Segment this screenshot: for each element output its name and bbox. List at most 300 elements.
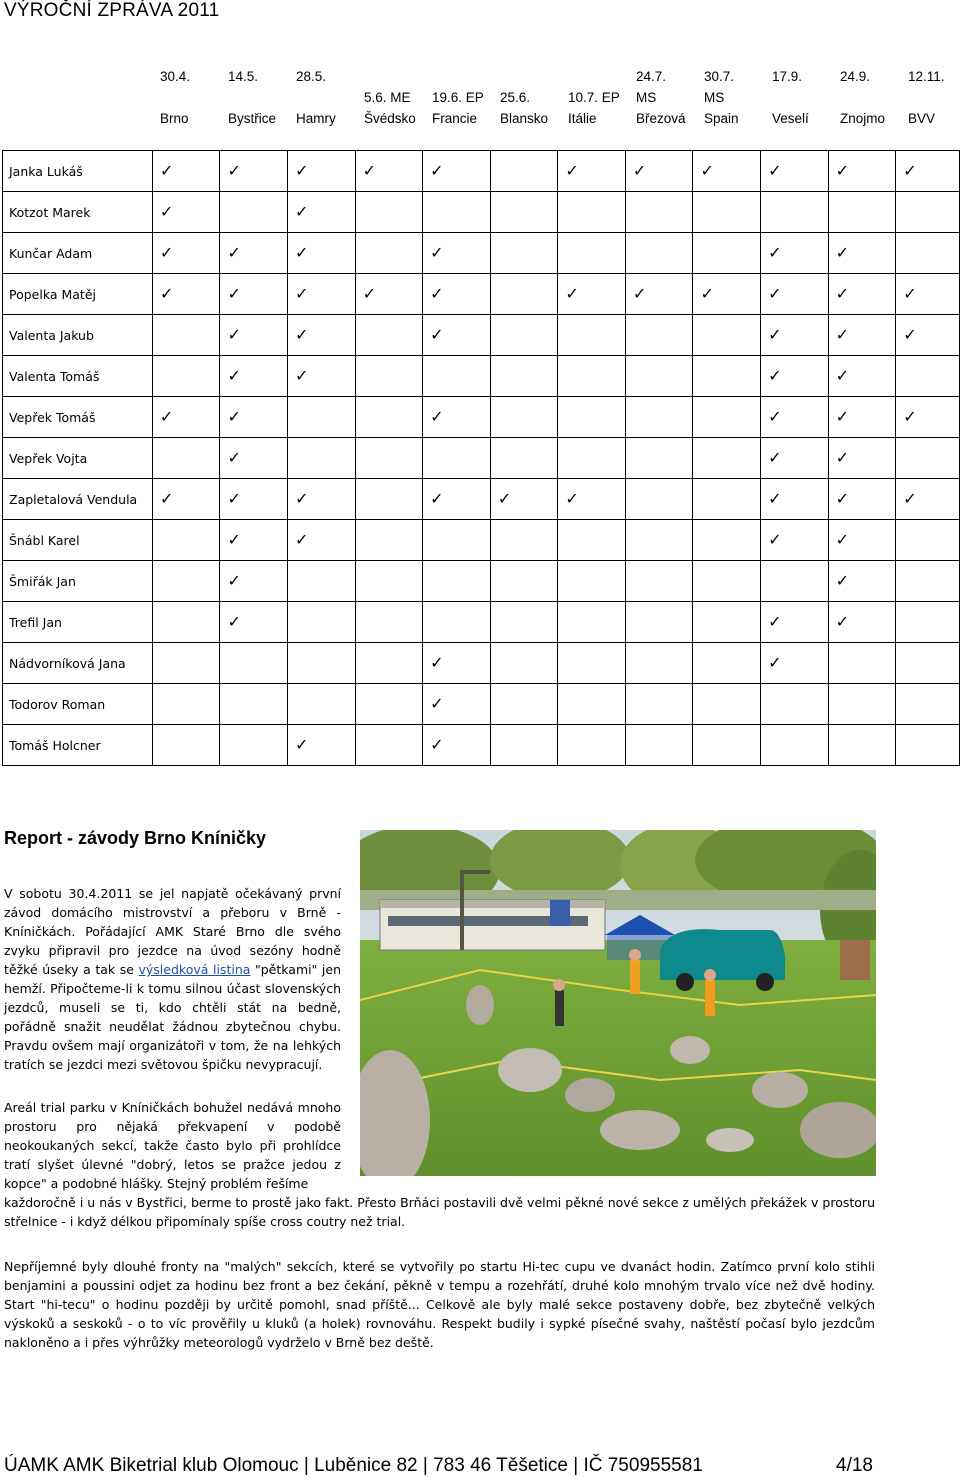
attendance-cell — [558, 602, 626, 643]
table-row — [3, 561, 960, 602]
attendance-cell — [152, 315, 220, 356]
attendance-cell — [625, 397, 693, 438]
check-icon: ✓ — [430, 696, 444, 713]
attendance-cell — [288, 725, 356, 766]
race-header-line — [296, 87, 336, 108]
race-header-line: Veselí — [772, 111, 809, 126]
check-icon: ✓ — [768, 163, 782, 180]
race-header-line: 24.9. — [840, 69, 871, 84]
attendance-cell — [625, 602, 693, 643]
attendance-cell — [558, 438, 626, 479]
attendance-cell — [423, 479, 491, 520]
attendance-cell — [558, 397, 626, 438]
check-icon: ✓ — [159, 163, 174, 180]
race-header-line: 14.5. — [228, 69, 259, 84]
attendance-cell — [152, 397, 220, 438]
attendance-cell — [423, 356, 491, 397]
attendance-cell — [828, 520, 896, 561]
attendance-cell — [896, 192, 960, 233]
attendance-cell — [288, 643, 356, 684]
attendance-cell — [896, 643, 960, 684]
race-header-line: MS — [636, 90, 657, 105]
attendance-cell — [423, 725, 491, 766]
attendance-cell — [693, 315, 761, 356]
footer-organization: ÚAMK AMK Biketrial klub Olomouc | Luběnice 82 | 783 46 Těšetice | IČ 750955581 — [4, 1455, 703, 1476]
attendance-cell — [152, 725, 220, 766]
check-icon: ✓ — [227, 532, 241, 549]
attendance-cell — [423, 643, 491, 684]
table-row — [3, 479, 960, 520]
attendance-cell — [288, 315, 356, 356]
attendance-cell — [693, 356, 761, 397]
attendance-cell — [490, 520, 558, 561]
check-icon: ✓ — [768, 409, 782, 426]
attendance-cell — [693, 643, 761, 684]
rider-name: Kotzot Marek — [3, 192, 153, 233]
footer-page-number: 4/18 — [836, 1455, 873, 1476]
attendance-cell — [625, 438, 693, 479]
report-title: Report - závody Brno Kníničky — [4, 828, 267, 848]
attendance-cell — [896, 725, 960, 766]
attendance-cell — [761, 397, 829, 438]
attendance-cell — [220, 725, 288, 766]
attendance-cell — [220, 643, 288, 684]
race-header-line — [840, 87, 885, 108]
attendance-cell — [152, 561, 220, 602]
check-icon: ✓ — [565, 163, 579, 180]
rider-name: Todorov Roman — [3, 684, 153, 725]
attendance-cell — [490, 151, 558, 192]
rider-name: Šnábl Karel — [3, 520, 153, 561]
check-icon: ✓ — [430, 737, 444, 754]
check-icon: ✓ — [835, 368, 850, 385]
attendance-cell — [761, 315, 829, 356]
check-icon: ✓ — [430, 327, 444, 344]
attendance-cell — [490, 479, 558, 520]
race-header-line — [364, 66, 416, 87]
attendance-cell — [490, 561, 558, 602]
check-icon: ✓ — [768, 614, 782, 631]
attendance-cell — [625, 233, 693, 274]
check-icon: ✓ — [295, 327, 309, 344]
attendance-cell — [423, 520, 491, 561]
attendance-cell — [288, 520, 356, 561]
attendance-cell — [152, 151, 220, 192]
report-paragraph-1 — [4, 884, 341, 1074]
check-icon: ✓ — [768, 286, 782, 303]
attendance-cell — [490, 233, 558, 274]
race-header-line: Znojmo — [840, 111, 886, 126]
attendance-cell — [220, 233, 288, 274]
table-row — [3, 520, 960, 561]
attendance-cell — [625, 725, 693, 766]
check-icon: ✓ — [295, 163, 309, 180]
attendance-cell — [828, 725, 896, 766]
check-icon: ✓ — [565, 286, 579, 303]
check-icon: ✓ — [768, 245, 782, 262]
attendance-cell — [828, 684, 896, 725]
attendance-cell — [896, 315, 960, 356]
check-icon: ✓ — [295, 737, 309, 754]
table-row — [3, 438, 960, 479]
race-header-line: MS — [704, 90, 725, 105]
attendance-cell — [828, 356, 896, 397]
check-icon: ✓ — [835, 491, 850, 508]
attendance-cell — [152, 602, 220, 643]
attendance-cell — [761, 520, 829, 561]
check-icon: ✓ — [835, 409, 850, 426]
attendance-cell — [288, 561, 356, 602]
attendance-cell — [693, 561, 761, 602]
attendance-cell — [490, 356, 558, 397]
attendance-cell — [625, 684, 693, 725]
attendance-cell — [220, 315, 288, 356]
attendance-cell — [288, 192, 356, 233]
table-row — [3, 397, 960, 438]
check-icon: ✓ — [430, 163, 444, 180]
rider-name: Zapletalová Vendula — [3, 479, 153, 520]
race-header-line: Spain — [704, 111, 739, 126]
attendance-cell — [355, 356, 423, 397]
attendance-cell — [355, 520, 423, 561]
attendance-cell — [355, 643, 423, 684]
attendance-cell — [896, 602, 960, 643]
table-row — [3, 725, 960, 766]
attendance-cell — [693, 233, 761, 274]
race-header-line — [160, 87, 190, 108]
report-paragraph-1-text-a: V sobotu 30.4.2011 se jel napjatě očekávaný první závod domácího mistrovství a přeboru v Brně - Kníničkách. Pořádající AMK Staré Brno dle svého zvyku připravil pro jezdce na úvod sezóny hodně těžké úseky a tak se — [4, 886, 341, 977]
check-icon: ✓ — [159, 409, 174, 426]
attendance-cell — [828, 233, 896, 274]
attendance-cell — [558, 561, 626, 602]
attendance-cell — [625, 151, 693, 192]
check-icon: ✓ — [768, 655, 782, 672]
attendance-cell — [896, 356, 960, 397]
race-header-line — [908, 87, 945, 108]
attendance-cell — [761, 479, 829, 520]
check-icon: ✓ — [227, 614, 241, 631]
attendance-cell — [625, 520, 693, 561]
check-icon: ✓ — [700, 286, 714, 303]
race-header-8 — [704, 66, 739, 129]
attendance-cell — [355, 397, 423, 438]
attendance-cell — [490, 397, 558, 438]
attendance-cell — [761, 684, 829, 725]
attendance-cell — [693, 192, 761, 233]
table-row — [3, 315, 960, 356]
rider-name: Nádvorníková Jana — [3, 643, 153, 684]
race-header-1 — [228, 66, 276, 129]
attendance-cell — [152, 520, 220, 561]
attendance-cell — [896, 520, 960, 561]
attendance-cell — [220, 520, 288, 561]
check-icon: ✓ — [903, 491, 917, 508]
attendance-cell — [423, 315, 491, 356]
attendance-cell — [761, 151, 829, 192]
check-icon: ✓ — [768, 532, 782, 549]
attendance-cell — [558, 520, 626, 561]
attendance-cell — [490, 725, 558, 766]
check-icon: ✓ — [227, 163, 241, 180]
attendance-cell — [558, 233, 626, 274]
check-icon: ✓ — [835, 286, 850, 303]
attendance-cell — [828, 438, 896, 479]
check-icon: ✓ — [227, 491, 241, 508]
check-icon: ✓ — [903, 409, 917, 426]
check-icon: ✓ — [632, 286, 647, 303]
attendance-cell — [490, 315, 558, 356]
attendance-cell — [490, 274, 558, 315]
check-icon: ✓ — [497, 491, 512, 508]
race-header-line: 30.7. — [704, 69, 735, 84]
attendance-cell — [761, 438, 829, 479]
report-paragraph-1-text-b: "pětkami" jen hemží. Připočteme-li k tomu silnou účast slovenských jezdců, museli se ti, kdo chtěli stát na bedně, pořádně snažit neudělat žádnou zbytečnou chybu. Pravdu ovšem mají organizátoři v tom, že na lehkých tratích se jezdci mezi světovou špičku nevypracují. — [4, 962, 341, 1072]
attendance-cell — [220, 192, 288, 233]
race-header-5 — [500, 66, 548, 129]
attendance-cell — [355, 602, 423, 643]
race-header-line: Blansko — [500, 111, 549, 126]
check-icon: ✓ — [835, 532, 850, 549]
attendance-cell — [288, 397, 356, 438]
attendance-cell — [152, 479, 220, 520]
report-paragraph-3: Nepříjemné byly dlouhé fronty na "malých" sekcích, které se vytvořily po startu Hi-tec cupu ve dvanáct hodin. Zatímco první kolo stihli benjamini a poussini odjet za hodinu bez front a bez čekání, pěkně v tempu a rozehřátí, druhé kolo mnohým trvalo více než dvě hodiny. Start "hi-tecu" o hodinu později by určitě pomohl, snad příště... Celkově ale byly malé sekce postaveny dobře, bez zbytečně velkých výskoků a seskoků - o to víc prověřily u kluků (a holek) rovnováhu. Respekt budily i sypké písečné svahy, naštěstí počasí bylo jezdcům nakloněno a i přes výhrůžky meteorologů vydrželo v Brně bez deště. — [4, 1259, 875, 1350]
attendance-cell — [490, 602, 558, 643]
attendance-cell — [152, 192, 220, 233]
check-icon: ✓ — [430, 655, 444, 672]
attendance-cell — [423, 274, 491, 315]
check-icon: ✓ — [159, 245, 174, 262]
attendance-cell — [625, 274, 693, 315]
attendance-cell — [693, 397, 761, 438]
race-header-line — [772, 87, 809, 108]
check-icon: ✓ — [295, 286, 309, 303]
check-icon: ✓ — [700, 163, 714, 180]
check-icon: ✓ — [295, 204, 309, 221]
attendance-cell — [288, 479, 356, 520]
race-header-line: BVV — [908, 111, 936, 126]
race-header-7 — [636, 66, 686, 129]
race-header-line: 12.11. — [908, 69, 945, 84]
check-icon: ✓ — [632, 163, 647, 180]
attendance-cell — [896, 151, 960, 192]
check-icon: ✓ — [227, 450, 241, 467]
attendance-cell — [761, 192, 829, 233]
check-icon: ✓ — [430, 409, 444, 426]
check-icon: ✓ — [835, 450, 850, 467]
attendance-cell — [220, 438, 288, 479]
page-header-title: VÝROČNÍ ZPRÁVA 2011 — [4, 0, 220, 21]
attendance-cell — [625, 643, 693, 684]
check-icon: ✓ — [227, 368, 241, 385]
race-header-line: Brno — [160, 111, 189, 126]
attendance-cell — [896, 438, 960, 479]
attendance-cell — [558, 479, 626, 520]
attendance-cell — [828, 602, 896, 643]
attendance-cell — [288, 684, 356, 725]
attendance-cell — [490, 438, 558, 479]
check-icon: ✓ — [768, 368, 782, 385]
attendance-cell — [355, 479, 423, 520]
check-icon: ✓ — [159, 491, 174, 508]
attendance-cell — [152, 438, 220, 479]
attendance-cell — [828, 192, 896, 233]
results-link[interactable]: výsledková listina — [138, 962, 251, 977]
attendance-cell — [625, 315, 693, 356]
table-row — [3, 274, 960, 315]
attendance-cell — [288, 233, 356, 274]
attendance-cell — [828, 561, 896, 602]
attendance-cell — [558, 315, 626, 356]
attendance-cell — [693, 479, 761, 520]
race-header-line: 28.5. — [296, 69, 327, 84]
attendance-cell — [355, 233, 423, 274]
attendance-cell — [761, 725, 829, 766]
table-row — [3, 602, 960, 643]
attendance-cell — [423, 684, 491, 725]
check-icon: ✓ — [227, 327, 241, 344]
race-header-line: Bystřice — [228, 111, 277, 126]
attendance-cell — [490, 192, 558, 233]
attendance-cell — [828, 274, 896, 315]
rider-name: Šmiřák Jan — [3, 561, 153, 602]
table-row — [3, 684, 960, 725]
attendance-cell — [423, 438, 491, 479]
table-row — [3, 233, 960, 274]
attendance-cell — [152, 643, 220, 684]
check-icon: ✓ — [768, 491, 782, 508]
attendance-cell — [355, 151, 423, 192]
race-header-line — [432, 66, 484, 87]
race-header-9 — [772, 66, 809, 129]
race-header-3 — [364, 66, 416, 129]
attendance-cell — [423, 151, 491, 192]
race-header-10 — [840, 66, 885, 129]
attendance-cell — [220, 151, 288, 192]
attendance-cell — [693, 438, 761, 479]
attendance-cell — [558, 725, 626, 766]
race-header-line: 17.9. — [772, 69, 803, 84]
attendance-cell — [693, 684, 761, 725]
attendance-cell — [490, 643, 558, 684]
attendance-cell — [828, 397, 896, 438]
check-icon: ✓ — [227, 409, 241, 426]
check-icon: ✓ — [768, 450, 782, 467]
race-header-line: 19.6. EP — [432, 90, 484, 105]
attendance-cell — [355, 438, 423, 479]
attendance-cell — [152, 233, 220, 274]
attendance-cell — [152, 684, 220, 725]
check-icon: ✓ — [768, 327, 782, 344]
attendance-cell — [896, 561, 960, 602]
attendance-cell — [288, 438, 356, 479]
check-icon: ✓ — [295, 368, 309, 385]
attendance-cell — [220, 602, 288, 643]
race-header-2 — [296, 66, 336, 129]
attendance-cell — [490, 684, 558, 725]
race-header-line: 30.4. — [160, 69, 191, 84]
attendance-cell — [693, 151, 761, 192]
race-header-0 — [160, 66, 190, 129]
race-header-line: Švédsko — [364, 111, 416, 126]
rider-name: Trefil Jan — [3, 602, 153, 643]
attendance-cell — [693, 725, 761, 766]
attendance-cell — [355, 315, 423, 356]
table-row — [3, 151, 960, 192]
attendance-cell — [423, 192, 491, 233]
attendance-cell — [761, 274, 829, 315]
attendance-cell — [558, 151, 626, 192]
check-icon: ✓ — [835, 573, 850, 590]
check-icon: ✓ — [227, 245, 241, 262]
attendance-table — [2, 150, 960, 766]
table-row — [3, 356, 960, 397]
race-header-6 — [568, 66, 620, 129]
attendance-cell — [355, 274, 423, 315]
attendance-cell — [220, 684, 288, 725]
check-icon: ✓ — [903, 163, 917, 180]
check-icon: ✓ — [362, 286, 376, 303]
race-header-line: 24.7. — [636, 69, 667, 84]
check-icon: ✓ — [159, 204, 174, 221]
rider-name: Valenta Jakub — [3, 315, 153, 356]
race-header-line: Hamry — [296, 111, 336, 126]
check-icon: ✓ — [227, 573, 241, 590]
race-header-4 — [432, 66, 484, 129]
attendance-cell — [288, 356, 356, 397]
attendance-cell — [558, 684, 626, 725]
report-paragraph-2a: Areál trial parku v Kníničkách bohužel nedává mnoho prostoru pro nějaká překvapení v podobě neokoukaných sekcí, takže často bylo při prohlídce tratí slyšet úlevné "dobrý, letos se pražce jedou z kopce" a podobné hlášky. Stejný problém řešíme — [4, 1100, 341, 1191]
attendance-cell — [355, 192, 423, 233]
race-header-line: Itálie — [568, 111, 597, 126]
attendance-cell — [423, 602, 491, 643]
attendance-cell — [828, 315, 896, 356]
attendance-cell — [693, 274, 761, 315]
attendance-cell — [558, 356, 626, 397]
attendance-cell — [220, 274, 288, 315]
attendance-cell — [152, 274, 220, 315]
attendance-cell — [355, 684, 423, 725]
attendance-cell — [423, 233, 491, 274]
attendance-cell — [558, 192, 626, 233]
attendance-cell — [625, 561, 693, 602]
check-icon: ✓ — [835, 163, 850, 180]
check-icon: ✓ — [159, 286, 174, 303]
check-icon: ✓ — [295, 532, 309, 549]
attendance-cell — [423, 397, 491, 438]
attendance-cell — [896, 397, 960, 438]
check-icon: ✓ — [430, 245, 444, 262]
attendance-cell — [761, 356, 829, 397]
race-header-11 — [908, 66, 945, 129]
race-header-line: 25.6. — [500, 90, 531, 105]
attendance-cell — [693, 602, 761, 643]
attendance-cell — [761, 233, 829, 274]
check-icon: ✓ — [295, 245, 309, 262]
race-header-line: 10.7. EP — [568, 90, 620, 105]
check-icon: ✓ — [903, 327, 917, 344]
attendance-cell — [896, 684, 960, 725]
attendance-cell — [423, 561, 491, 602]
attendance-cell — [896, 274, 960, 315]
race-photo-illustration — [360, 830, 876, 1176]
attendance-cell — [761, 561, 829, 602]
table-row — [3, 643, 960, 684]
check-icon: ✓ — [835, 327, 850, 344]
rider-name: Vepřek Tomáš — [3, 397, 153, 438]
race-header-line — [568, 66, 620, 87]
attendance-cell — [761, 643, 829, 684]
check-icon: ✓ — [295, 491, 309, 508]
